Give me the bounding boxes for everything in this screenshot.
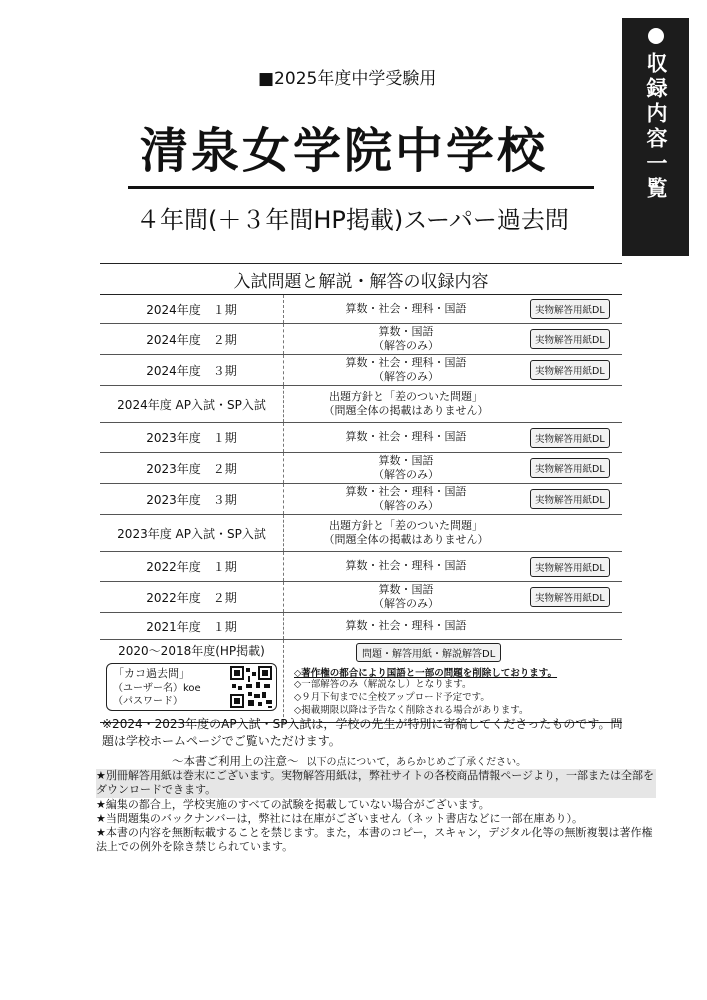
answer-sheet-download-button[interactable]: 実物解答用紙DL <box>530 329 610 349</box>
download-cell <box>528 613 622 639</box>
side-tab-label: 収録内容一覧 <box>644 52 668 202</box>
note-item: ★別冊解答用紙は巻末にございます。実物解答用紙は，弊社サイトの各校商品情報ページより，一部または全部をダウンロードできます。 <box>96 769 654 797</box>
subjects-line: （解答のみ） <box>373 468 439 481</box>
subjects-line: 出題方針と「差のついた問題」 <box>329 518 483 532</box>
exam-year-cell: 2023年度 ２期 <box>100 453 284 483</box>
download-cell <box>528 295 622 323</box>
table-heading: 入試問題と解説・解答の収録内容 <box>100 264 622 295</box>
download-cell <box>528 453 622 483</box>
page-subtitle: ４年間(＋３年間HP掲載)スーパー過去問 <box>136 206 569 234</box>
subjects-cell <box>284 355 528 385</box>
notice-line: ◇一部解答のみ（解説なし）となります。 <box>294 679 472 690</box>
subjects-cell <box>284 484 528 514</box>
table-row <box>100 423 622 453</box>
table-row <box>100 582 622 613</box>
exam-year-cell: 2024年度 １期 <box>100 295 284 323</box>
subjects-line: 算数・国語 <box>378 324 434 338</box>
side-tab <box>622 18 689 256</box>
subjects-line: 算数・社会・理科・国語 <box>345 301 467 315</box>
exam-year-cell: 2023年度 １期 <box>100 423 284 452</box>
subjects-cell <box>284 515 528 551</box>
download-cell <box>528 324 622 354</box>
exam-year-cell: 2021年度 １期 <box>100 613 284 639</box>
exam-year-cell: 2024年度 AP入試・SP入試 <box>100 386 284 422</box>
table-row <box>100 613 622 640</box>
exam-year-cell: 2022年度 ２期 <box>100 582 284 612</box>
note-item: ★編集の都合上，学校実施のすべての試験を掲載していない場合がございます。 <box>96 797 490 811</box>
subjects-line: （解答のみ） <box>373 597 439 610</box>
answer-sheet-download-button[interactable]: 実物解答用紙DL <box>530 428 610 448</box>
table-row <box>100 515 622 552</box>
caution-title: 〜本書ご利用上の注意〜 <box>172 754 299 768</box>
download-cell <box>528 355 622 385</box>
table-row <box>100 355 622 386</box>
subjects-line: （解答のみ） <box>373 339 439 352</box>
answer-sheet-download-button[interactable]: 実物解答用紙DL <box>530 557 610 577</box>
usage-caution <box>172 753 526 769</box>
download-cell <box>528 386 622 422</box>
subjects-cell <box>284 324 528 354</box>
table-row <box>100 552 622 582</box>
note-item: ★当問題集のバックナンバーは，弊社には在庫がございません（ネット書店などに一部在庫あり）。 <box>96 811 584 825</box>
password-box <box>106 663 277 711</box>
table-row <box>100 386 622 423</box>
qr-code-icon[interactable] <box>230 666 272 708</box>
table-row <box>100 453 622 484</box>
bullet-icon <box>648 28 664 44</box>
password-box-title: 「カコ過去問」 <box>113 667 190 680</box>
subjects-line: 出題方針と「差のついた問題」 <box>329 389 483 403</box>
notes-list <box>96 769 656 855</box>
subjects-cell <box>284 552 528 581</box>
copyright-notice: ◇著作権の都合により国語と一部の問題を削除しております。 <box>294 668 558 679</box>
note-item: ★本書の内容を無断転載することを禁じます。また，本書のコピー，スキャン，デジタル化等の無断複製は著作権法上での例外を除き禁じられています。 <box>96 826 653 854</box>
subjects-line: 算数・社会・理科・国語 <box>345 618 467 632</box>
subjects-cell <box>284 386 528 422</box>
subjects-line: 算数・社会・理科・国語 <box>345 430 467 444</box>
subjects-line: 算数・社会・理科・国語 <box>345 484 467 498</box>
hp-download-button[interactable]: 問題・解答用紙・解説解答DL <box>356 643 501 662</box>
subjects-line: 算数・社会・理科・国語 <box>345 559 467 573</box>
answer-sheet-download-button[interactable]: 実物解答用紙DL <box>530 458 610 478</box>
exam-year-cell: 2023年度 AP入試・SP入試 <box>100 515 284 551</box>
notice-line: ◇９月下旬までに全校アップロード予定です。 <box>294 691 490 703</box>
download-cell <box>528 582 622 612</box>
answer-sheet-download-button[interactable]: 実物解答用紙DL <box>530 489 610 509</box>
exam-year-cell: 2022年度 １期 <box>100 552 284 581</box>
subjects-cell <box>284 453 528 483</box>
table-row <box>100 484 622 515</box>
contents-table <box>100 263 622 723</box>
subjects-cell <box>284 295 528 323</box>
hp-block-left <box>100 640 284 722</box>
edition-label: ■2025年度中学受験用 <box>258 69 437 89</box>
exam-year-cell: 2023年度 ３期 <box>100 484 284 514</box>
download-cell <box>528 515 622 551</box>
table-row <box>100 324 622 355</box>
download-cell <box>528 552 622 581</box>
subjects-line: 算数・国語 <box>378 453 434 467</box>
hp-year: 2020〜2018年度(HP掲載) <box>118 644 265 658</box>
page-title: 清泉女学院中学校 <box>140 123 549 179</box>
download-cell <box>528 423 622 452</box>
password-label: （パスワード） <box>113 696 183 708</box>
title-divider <box>128 186 594 189</box>
subjects-cell <box>284 613 528 639</box>
download-cell <box>528 484 622 514</box>
ap-sp-note: ※2024・2023年度のAP入試・SP入試は，学校の先生が特別に寄稿してくださったものです。問題は学校ホームページでご覧いただけます。 <box>102 717 623 748</box>
subjects-line: 算数・社会・理科・国語 <box>345 355 467 369</box>
subjects-cell <box>284 423 528 452</box>
hp-block <box>100 640 622 722</box>
subjects-line: （問題全体の掲載はありません） <box>323 533 489 546</box>
answer-sheet-download-button[interactable]: 実物解答用紙DL <box>530 587 610 607</box>
subjects-cell <box>284 582 528 612</box>
notice-line: ◇掲載期限以降は予告なく削除される場合があります。 <box>294 704 529 716</box>
subjects-line: 算数・国語 <box>378 582 434 596</box>
subjects-line: （解答のみ） <box>373 499 439 512</box>
exam-year-cell: 2024年度 ２期 <box>100 324 284 354</box>
answer-sheet-download-button[interactable]: 実物解答用紙DL <box>530 299 610 319</box>
hp-block-right <box>284 640 622 722</box>
answer-sheet-download-button[interactable]: 実物解答用紙DL <box>530 360 610 380</box>
subjects-line: （問題全体の掲載はありません） <box>323 404 489 417</box>
subjects-line: （解答のみ） <box>373 370 439 383</box>
table-row <box>100 295 622 324</box>
exam-year-cell: 2024年度 ３期 <box>100 355 284 385</box>
caution-subtitle: 以下の点について，あらかじめご了承ください。 <box>306 757 527 768</box>
username-label: （ユーザー名）koe <box>113 682 201 694</box>
